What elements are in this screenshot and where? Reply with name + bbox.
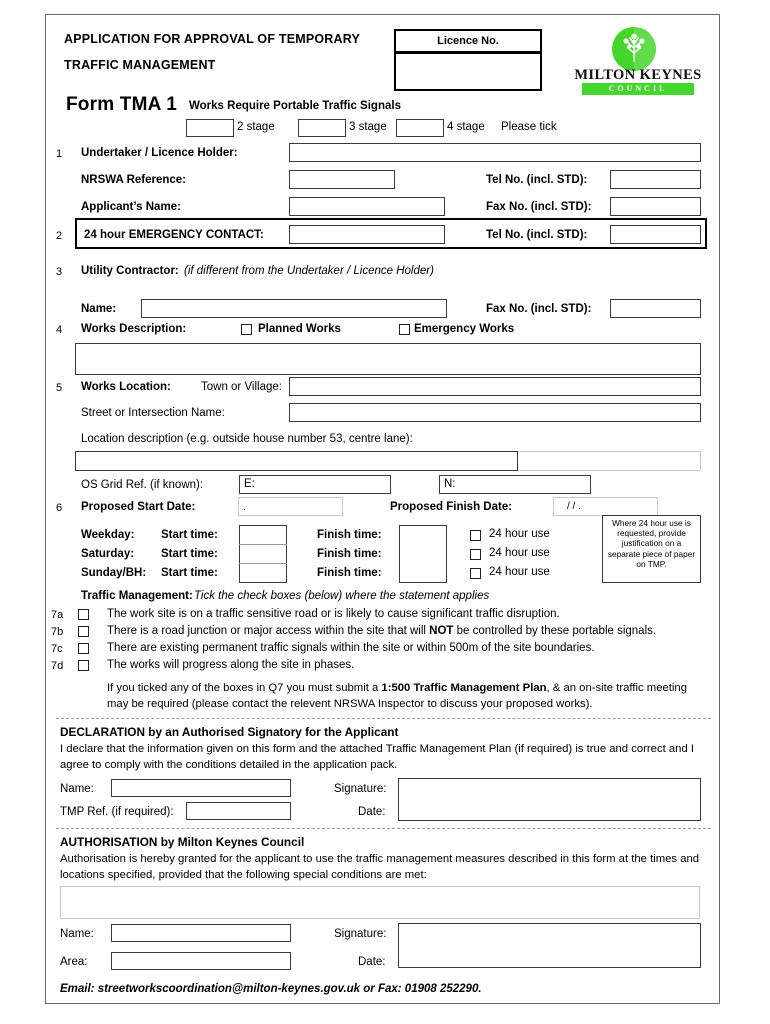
sunday-start-label: Start time: — [161, 567, 218, 579]
town-village-label: Town or Village: — [201, 381, 282, 393]
proposed-start-date-label: Proposed Start Date: — [81, 501, 196, 513]
special-conditions-input[interactable] — [60, 886, 700, 919]
fax-label-1: Fax No. (incl. STD): — [486, 201, 592, 213]
declaration-name-input[interactable] — [111, 779, 291, 797]
form-page — [45, 14, 720, 1004]
authorisation-date-label: Date: — [358, 956, 386, 968]
street-name-input[interactable] — [289, 403, 701, 422]
planned-works-checkbox[interactable] — [241, 324, 252, 335]
emergency-contact-label: 24 hour EMERGENCY CONTACT: — [84, 229, 264, 241]
proposed-finish-date-value: / / . — [567, 501, 581, 512]
item-7b-checkbox[interactable] — [78, 626, 89, 637]
logo-council-bar — [582, 83, 694, 95]
stage-input-4[interactable] — [396, 119, 444, 137]
weekday-start-label: Start time: — [161, 529, 218, 541]
street-name-label: Street or Intersection Name: — [81, 407, 225, 419]
fax-label-3: Fax No. (incl. STD): — [486, 303, 592, 315]
saturday-label: Saturday: — [81, 548, 135, 560]
item-7b-text-before: There is a road junction or major access within the site that will — [107, 625, 430, 637]
works-location-label: Works Location: — [81, 381, 171, 393]
emergency-tel-input[interactable] — [610, 225, 701, 244]
os-grid-northing-prefix: N: — [444, 478, 456, 490]
weekday-finish-label: Finish time: — [317, 529, 382, 541]
please-tick-label: Please tick — [501, 121, 557, 133]
start-time-divider-1 — [239, 544, 287, 545]
logo-council-text: COUNCIL — [608, 84, 668, 93]
section-2-number: 2 — [56, 230, 63, 242]
logo-wordmark: MILTON KEYNES — [574, 67, 702, 83]
q7-note-after: , & an on-site traffic meeting may be required (please contact the relevent NRSWA Inspector to discuss your proposed works). — [107, 682, 687, 710]
declaration-signature-input[interactable] — [398, 778, 701, 821]
item-7d-checkbox[interactable] — [78, 660, 89, 671]
item-7c-number: 7c — [51, 643, 63, 655]
authorisation-name-input[interactable] — [111, 924, 291, 942]
weekday-label: Weekday: — [81, 529, 135, 541]
traffic-management-label: Traffic Management: — [81, 590, 193, 602]
tel-label-2: Tel No. (incl. STD): — [486, 229, 588, 241]
declaration-body: I declare that the information given on this form and the attached Traffic Management Plan (if required) is true and correct and I agree to comply with the conditions detailed in the application pack. — [60, 743, 695, 771]
stage-label-3: 3 stage — [349, 121, 387, 133]
declaration-name-label: Name: — [60, 783, 94, 795]
divider-declaration — [56, 718, 711, 719]
authorisation-signature-input[interactable] — [398, 923, 701, 968]
emergency-works-checkbox[interactable] — [399, 324, 410, 335]
stage-selection-row — [46, 119, 719, 141]
saturday-24hour-checkbox[interactable] — [470, 549, 481, 560]
location-description-label: Location description (e.g. outside house number 53, centre lane): — [81, 433, 413, 445]
section-6-number: 6 — [56, 502, 63, 514]
mk-tree-emblem-icon — [612, 27, 656, 71]
authorisation-area-input[interactable] — [111, 952, 291, 970]
q7-note-bold: 1:500 Traffic Management Plan — [381, 682, 547, 694]
page-title-line1: APPLICATION FOR APPROVAL OF TEMPORARY — [64, 32, 361, 46]
applicant-name-input[interactable] — [289, 197, 445, 216]
stage-label-4: 4 stage — [447, 121, 485, 133]
licence-no-label: Licence No. — [394, 29, 542, 53]
sunday-24hour-label: 24 hour use — [489, 566, 550, 578]
start-time-input-group[interactable] — [239, 525, 287, 583]
sunday-finish-label: Finish time: — [317, 567, 382, 579]
item-7b-text-after: be controlled by these portable signals. — [453, 625, 657, 637]
section-4-number: 4 — [56, 324, 63, 336]
contractor-name-input[interactable] — [141, 299, 447, 318]
declaration-signature-label: Signature: — [334, 783, 387, 795]
declaration-tmp-input[interactable] — [186, 802, 291, 820]
stage-input-2[interactable] — [186, 119, 234, 137]
item-7c-checkbox[interactable] — [78, 643, 89, 654]
licence-no-block — [394, 29, 542, 91]
weekday-24hour-checkbox[interactable] — [470, 530, 481, 541]
finish-time-input-group[interactable] — [399, 525, 447, 583]
item-7b-text — [107, 625, 656, 637]
proposed-start-date-input[interactable] — [238, 497, 343, 516]
nrswa-reference-input[interactable] — [289, 170, 395, 189]
declaration-tmp-label: TMP Ref. (if required): — [60, 806, 174, 818]
start-time-divider-2 — [239, 563, 287, 564]
tel-input-1[interactable] — [610, 170, 701, 189]
q7-note-before: If you ticked any of the boxes in Q7 you must submit a — [107, 682, 382, 694]
stage-input-3[interactable] — [298, 119, 346, 137]
saturday-start-label: Start time: — [161, 548, 218, 560]
planned-works-label: Planned Works — [258, 323, 341, 335]
works-description-label: Works Description: — [81, 323, 187, 335]
os-grid-easting-prefix: E: — [244, 478, 255, 490]
page-title-line2: TRAFFIC MANAGEMENT — [64, 58, 216, 72]
divider-authorisation — [56, 828, 711, 829]
footer-contact: Email: streetworkscoordination@milton-keynes.gov.uk or Fax: 01908 252290. — [60, 983, 482, 995]
item-7a-checkbox[interactable] — [78, 609, 89, 620]
traffic-management-note: Tick the check boxes (below) where the statement applies — [194, 590, 490, 602]
authorisation-name-label: Name: — [60, 928, 94, 940]
section-5-number: 5 — [56, 382, 63, 394]
sunday-24hour-checkbox[interactable] — [470, 568, 481, 579]
item-7d-text: The works will progress along the site in phases. — [107, 659, 355, 671]
contractor-name-label: Name: — [81, 303, 117, 315]
milton-keynes-council-logo — [568, 27, 708, 91]
licence-no-input[interactable] — [394, 52, 542, 91]
utility-contractor-label: Utility Contractor: — [81, 265, 179, 277]
proposed-finish-date-label: Proposed Finish Date: — [390, 501, 513, 513]
form-code: Form TMA 1 — [66, 94, 178, 115]
contractor-fax-input[interactable] — [610, 299, 701, 318]
tel-label-1: Tel No. (incl. STD): — [486, 174, 588, 186]
item-7a-text: The work site is on a traffic sensitive road or is likely to cause significant traffic disruption. — [107, 608, 560, 620]
nrswa-reference-label: NRSWA Reference: — [81, 174, 187, 186]
item-7c-text: There are existing permanent traffic signals within the site or within 500m of the site boundaries. — [107, 642, 595, 654]
form-subtitle: Works Require Portable Traffic Signals — [189, 100, 401, 112]
declaration-heading: DECLARATION by an Authorised Signatory for the Applicant — [60, 725, 399, 739]
fax-input-1[interactable] — [610, 197, 701, 216]
authorisation-heading: AUTHORISATION by Milton Keynes Council — [60, 835, 305, 849]
24hour-use-note: Where 24 hour use is requested, provide justification on a separate piece of paper on TMP. — [602, 515, 701, 583]
applicant-name-label: Applicant’s Name: — [81, 201, 181, 213]
authorisation-area-label: Area: — [60, 956, 88, 968]
works-description-input[interactable] — [75, 343, 701, 375]
location-description-input[interactable] — [75, 451, 518, 471]
section-1-number: 1 — [56, 148, 63, 160]
emergency-works-label: Emergency Works — [414, 323, 515, 335]
weekday-24hour-label: 24 hour use — [489, 528, 550, 540]
item-7a-number: 7a — [51, 609, 64, 621]
emergency-contact-input[interactable] — [289, 225, 445, 244]
saturday-24hour-label: 24 hour use — [489, 547, 550, 559]
proposed-start-date-value: . — [243, 502, 246, 513]
authorisation-signature-label: Signature: — [334, 928, 387, 940]
declaration-date-label: Date: — [358, 806, 386, 818]
os-grid-ref-label: OS Grid Ref. (if known): — [81, 479, 204, 491]
q7-note — [107, 681, 697, 712]
town-village-input[interactable] — [289, 377, 701, 396]
undertaker-input[interactable] — [289, 143, 701, 162]
section-3-number: 3 — [56, 266, 63, 278]
authorisation-body: Authorisation is hereby granted for the applicant to use the traffic management measures described in this form at the times and locations specified, provided that the following special conditions are met: — [60, 853, 700, 881]
os-grid-easting-input[interactable] — [239, 475, 391, 494]
item-7b-text-bold: NOT — [429, 625, 454, 637]
saturday-finish-label: Finish time: — [317, 548, 382, 560]
stage-label-2: 2 stage — [237, 121, 275, 133]
sunday-bh-label: Sunday/BH: — [81, 567, 147, 579]
item-7b-number: 7b — [51, 626, 64, 638]
os-grid-northing-input[interactable] — [439, 475, 591, 494]
utility-contractor-note: (if different from the Undertaker / Licence Holder) — [184, 265, 434, 277]
item-7d-number: 7d — [51, 660, 64, 672]
undertaker-label: Undertaker / Licence Holder: — [81, 147, 238, 159]
